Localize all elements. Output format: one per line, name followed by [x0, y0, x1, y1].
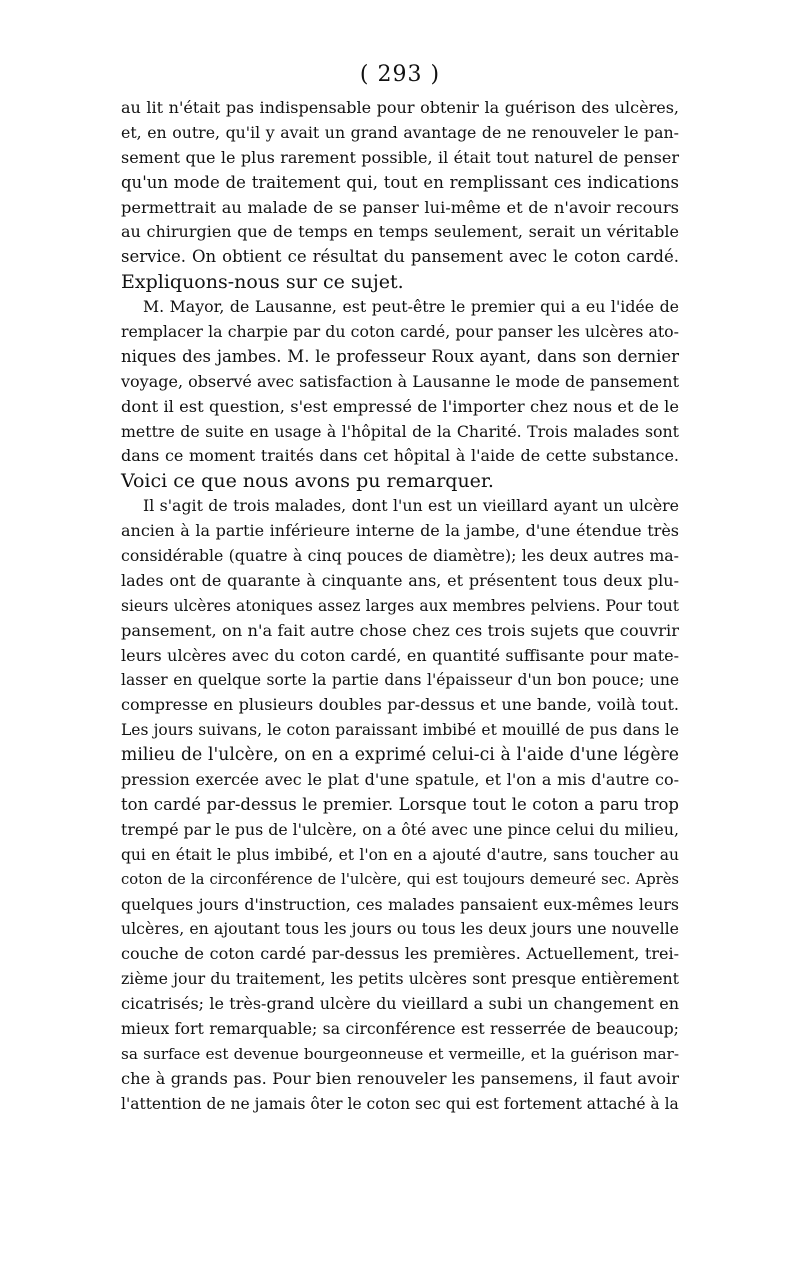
text-line: couche de coton cardé par-dessus les premières. Actuellement, trei-	[121, 944, 679, 964]
text-line: zième jour du traitement, les petits ulcères sont presque entièrement	[121, 969, 679, 989]
text-line: ton cardé par-dessus le premier. Lorsque tout le coton a paru trop	[121, 794, 679, 814]
text-line: pression exercée avec le plat d'une spatule, et l'on a mis d'autre co-	[121, 770, 679, 790]
text-line: qu'un mode de traitement qui, tout en remplissant ces indications	[121, 172, 679, 192]
text-line: lasser en quelque sorte la partie dans l'épaisseur d'un bon pouce; une	[121, 671, 679, 690]
text-line: dont il est question, s'est empressé de l'importer chez nous et de le	[121, 396, 679, 416]
text-line: Les jours suivans, le coton paraissant imbibé et mouillé de pus dans le	[121, 721, 679, 740]
page-number: ( 293 )	[359, 62, 441, 87]
text-line: remplacer la charpie par du coton cardé, pour panser les ulcères ato-	[121, 322, 679, 342]
text-line: trempé par le pus de l'ulcère, on a ôté avec une pince celui du milieu,	[121, 819, 679, 839]
text-line: compresse en plusieurs doubles par-dessus et une bande, voilà tout.	[121, 695, 679, 715]
text-line: niques des jambes. M. le professeur Roux ayant, dans son dernier	[121, 346, 679, 366]
text-line: qui en était le plus imbibé, et l'on en a ajouté d'autre, sans toucher au	[121, 845, 679, 864]
text-line: service. On obtient ce résultat du pansement avec le coton cardé.	[121, 247, 679, 267]
text-line: quelques jours d'instruction, ces malades pansaient eux-mêmes leurs	[121, 894, 679, 914]
text-line: Voici ce que nous avons pu remarquer.	[121, 470, 494, 493]
text-line: Il s'agit de trois malades, dont l'un est un vieillard ayant un ulcère	[143, 496, 679, 516]
text-line: au chirurgien que de temps en temps seulement, serait un véritable	[121, 222, 679, 242]
text-line: considérable (quatre à cinq pouces de diamètre); les deux autres ma-	[121, 546, 679, 566]
text-line: che à grands pas. Pour bien renouveler les pansemens, il faut avoir	[121, 1068, 679, 1088]
text-line: ulcères, en ajoutant tous les jours ou tous les deux jours une nouvelle	[121, 919, 679, 939]
text-line: milieu de l'ulcère, on en a exprimé celui-ci à l'aide d'une légère	[121, 745, 679, 766]
text-line: voyage, observé avec satisfaction à Lausanne le mode de pansement	[121, 371, 679, 391]
text-line: sement que le plus rarement possible, il était tout naturel de penser	[121, 147, 679, 167]
text-line: mettre de suite en usage à l'hôpital de la Charité. Trois malades sont	[121, 421, 679, 441]
text-line: pansement, on n'a fait autre chose chez ces trois sujets que couvrir	[121, 620, 679, 640]
text-line: Expliquons-nous sur ce sujet.	[121, 271, 404, 294]
text-line: permettrait au malade de se panser lui-même et de n'avoir recours	[121, 197, 679, 217]
text-line: au lit n'était pas indispensable pour obtenir la guérison des ulcères,	[121, 98, 679, 117]
text-line: dans ce moment traités dans cet hôpital à l'aide de cette substance.	[121, 446, 679, 466]
text-line: mieux fort remarquable; sa circonférence est resserrée de beaucoup;	[121, 1018, 679, 1038]
text-line: sieurs ulcères atoniques assez larges aux membres pelviens. Pour tout	[121, 596, 679, 615]
text-line: et, en outre, qu'il y avait un grand avantage de ne renouveler le pan-	[121, 122, 679, 142]
text-line: ancien à la partie inférieure interne de la jambe, d'une étendue très	[121, 521, 679, 541]
text-line: cicatrisés; le très-grand ulcère du vieillard a subi un changement en	[121, 994, 679, 1014]
text-line: coton de la circonférence de l'ulcère, qui est toujours demeuré sec. Après	[121, 870, 679, 888]
text-line: leurs ulcères avec du coton cardé, en quantité suffisante pour mate-	[121, 645, 679, 665]
text-line: sa surface est devenue bourgeonneuse et vermeille, et la guérison mar-	[121, 1044, 679, 1063]
text-line: lades ont de quarante à cinquante ans, et présentent tous deux plu-	[121, 570, 679, 590]
text-line: l'attention de ne jamais ôter le coton sec qui est fortement attaché à la	[121, 1094, 679, 1113]
text-line: M. Mayor, de Lausanne, est peut-être le premier qui a eu l'idée de	[143, 297, 679, 317]
body-text	[121, 96, 679, 1117]
